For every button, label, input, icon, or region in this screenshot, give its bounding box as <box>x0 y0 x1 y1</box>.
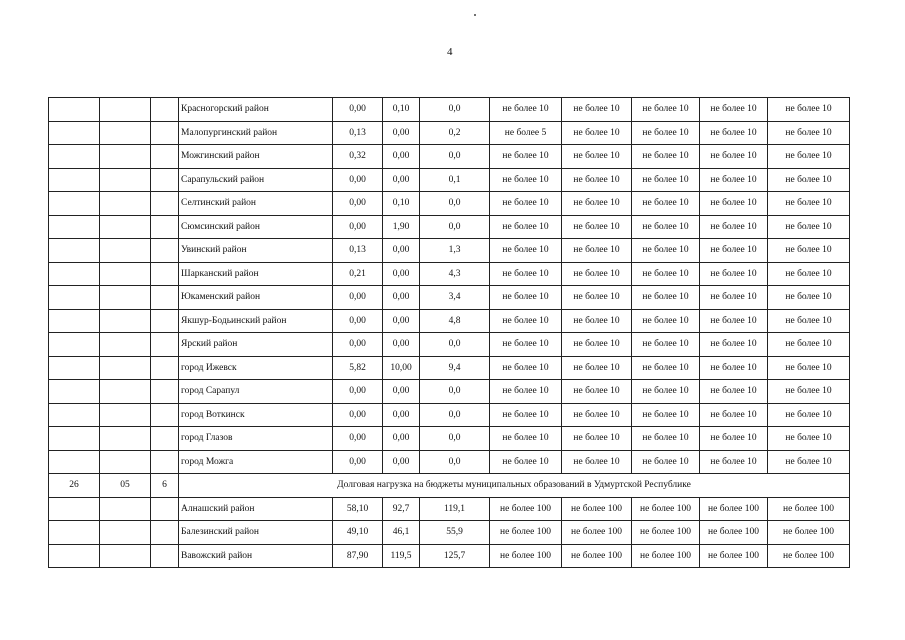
limit-cell: не более 10 <box>632 145 700 169</box>
table-row <box>49 544 850 568</box>
debt-load-table <box>48 97 850 568</box>
page-number: 4 <box>447 46 453 58</box>
limit-cell: не более 10 <box>632 356 700 380</box>
limit-cell: не более 10 <box>562 98 632 122</box>
limit-cell: не более 10 <box>562 403 632 427</box>
code-cell-empty <box>151 192 179 216</box>
limit-cell: не более 100 <box>768 521 850 545</box>
code-cell-empty <box>151 450 179 474</box>
limit-cell: не более 10 <box>632 215 700 239</box>
limit-cell: не более 10 <box>700 215 768 239</box>
code-cell-empty <box>49 145 100 169</box>
code-cell-empty <box>100 239 151 263</box>
table-row <box>49 192 850 216</box>
code-cell-empty <box>151 333 179 357</box>
limit-cell: не более 10 <box>490 262 562 286</box>
code-cell-empty <box>151 262 179 286</box>
municipality-name: Селтинский район <box>179 192 333 216</box>
table-body-top <box>49 98 850 474</box>
code-cell-empty <box>49 215 100 239</box>
code-cell-empty <box>100 262 151 286</box>
limit-cell: не более 10 <box>562 121 632 145</box>
value-cell: 10,00 <box>383 356 420 380</box>
code-cell-empty <box>49 333 100 357</box>
code-cell-empty <box>49 380 100 404</box>
limit-cell: не более 10 <box>768 333 850 357</box>
code-cell-empty <box>49 427 100 451</box>
limit-cell: не более 10 <box>768 239 850 263</box>
value-cell: 0,00 <box>383 333 420 357</box>
limit-cell: не более 100 <box>768 497 850 521</box>
limit-cell: не более 10 <box>632 168 700 192</box>
limit-cell: не более 10 <box>490 145 562 169</box>
limit-cell: не более 10 <box>562 286 632 310</box>
municipality-name: Балезинский район <box>179 521 333 545</box>
limit-cell: не более 10 <box>490 356 562 380</box>
code-cell-empty <box>100 333 151 357</box>
value-cell: 0,00 <box>383 450 420 474</box>
limit-cell: не более 100 <box>632 521 700 545</box>
value-cell: 0,00 <box>383 121 420 145</box>
code-cell-empty <box>100 356 151 380</box>
limit-cell: не более 10 <box>768 356 850 380</box>
limit-cell: не более 10 <box>700 98 768 122</box>
value-cell: 0,00 <box>383 262 420 286</box>
code-cell-empty <box>100 286 151 310</box>
value-cell: 4,8 <box>420 309 490 333</box>
value-cell: 119,1 <box>420 497 490 521</box>
code-cell-empty <box>151 544 179 568</box>
value-cell: 0,1 <box>420 168 490 192</box>
value-cell: 0,10 <box>383 192 420 216</box>
table-row <box>49 215 850 239</box>
municipality-name: город Можга <box>179 450 333 474</box>
code-cell-empty <box>151 168 179 192</box>
limit-cell: не более 10 <box>700 403 768 427</box>
value-cell: 0,00 <box>333 215 383 239</box>
value-cell: 0,00 <box>383 145 420 169</box>
limit-cell: не более 10 <box>768 192 850 216</box>
limit-cell: не более 10 <box>562 309 632 333</box>
limit-cell: не более 10 <box>490 286 562 310</box>
code-cell-empty <box>151 121 179 145</box>
value-cell: 0,0 <box>420 192 490 216</box>
limit-cell: не более 10 <box>562 380 632 404</box>
limit-cell: не более 10 <box>490 215 562 239</box>
limit-cell: не более 100 <box>490 544 562 568</box>
table-row <box>49 497 850 521</box>
limit-cell: не более 100 <box>490 497 562 521</box>
limit-cell: не более 100 <box>700 497 768 521</box>
value-cell: 46,1 <box>383 521 420 545</box>
municipality-name: Можгинский район <box>179 145 333 169</box>
value-cell: 0,00 <box>333 168 383 192</box>
code-cell-empty <box>151 497 179 521</box>
code-cell-empty <box>151 145 179 169</box>
code-cell-empty <box>100 380 151 404</box>
limit-cell: не более 10 <box>562 333 632 357</box>
code-cell-empty <box>100 192 151 216</box>
limit-cell: не более 10 <box>700 145 768 169</box>
limit-cell: не более 10 <box>768 403 850 427</box>
value-cell: 0,0 <box>420 145 490 169</box>
table-row <box>49 380 850 404</box>
limit-cell: не более 10 <box>490 168 562 192</box>
limit-cell: не более 100 <box>632 497 700 521</box>
limit-cell: не более 10 <box>700 168 768 192</box>
table-row <box>49 145 850 169</box>
value-cell: 0,00 <box>333 333 383 357</box>
value-cell: 0,2 <box>420 121 490 145</box>
value-cell: 0,00 <box>383 380 420 404</box>
table-row <box>49 262 850 286</box>
limit-cell: не более 10 <box>700 262 768 286</box>
section-header <box>49 474 850 498</box>
value-cell: 92,7 <box>383 497 420 521</box>
limit-cell: не более 10 <box>490 380 562 404</box>
value-cell: 1,3 <box>420 239 490 263</box>
limit-cell: не более 10 <box>490 403 562 427</box>
code-cell-empty <box>49 450 100 474</box>
limit-cell: не более 10 <box>490 309 562 333</box>
code-cell-empty <box>100 403 151 427</box>
code-cell-empty <box>49 192 100 216</box>
municipality-name: Малопургинский район <box>179 121 333 145</box>
limit-cell: не более 10 <box>562 215 632 239</box>
limit-cell: не более 10 <box>700 427 768 451</box>
limit-cell: не более 10 <box>768 168 850 192</box>
table-row <box>49 168 850 192</box>
value-cell: 0,0 <box>420 427 490 451</box>
code-cell-empty <box>151 427 179 451</box>
limit-cell: не более 10 <box>632 98 700 122</box>
municipality-name: Сюмсинский район <box>179 215 333 239</box>
code-cell-empty <box>151 380 179 404</box>
limit-cell: не более 10 <box>632 121 700 145</box>
code-cell-empty <box>100 427 151 451</box>
code-cell-empty <box>100 497 151 521</box>
limit-cell: не более 10 <box>490 333 562 357</box>
limit-cell: не более 10 <box>562 356 632 380</box>
code-cell-empty <box>151 98 179 122</box>
municipality-name: город Глазов <box>179 427 333 451</box>
limit-cell: не более 10 <box>768 427 850 451</box>
table-row <box>49 450 850 474</box>
section-code-1: 26 <box>49 474 100 498</box>
municipality-name: Шарканский район <box>179 262 333 286</box>
municipality-name: Якшур-Бодьинский район <box>179 309 333 333</box>
scan-speck <box>474 14 476 16</box>
value-cell: 0,00 <box>383 239 420 263</box>
limit-cell: не более 10 <box>632 333 700 357</box>
value-cell: 9,4 <box>420 356 490 380</box>
code-cell-empty <box>100 145 151 169</box>
code-cell-empty <box>100 121 151 145</box>
section-code-2: 05 <box>100 474 151 498</box>
limit-cell: не более 100 <box>632 544 700 568</box>
code-cell-empty <box>151 239 179 263</box>
municipality-name: Ярский район <box>179 333 333 357</box>
limit-cell: не более 10 <box>632 286 700 310</box>
section-code-3: 6 <box>151 474 179 498</box>
value-cell: 49,10 <box>333 521 383 545</box>
municipality-name: город Воткинск <box>179 403 333 427</box>
code-cell-empty <box>49 356 100 380</box>
value-cell: 3,4 <box>420 286 490 310</box>
table-row <box>49 121 850 145</box>
value-cell: 0,0 <box>420 403 490 427</box>
limit-cell: не более 10 <box>562 168 632 192</box>
value-cell: 87,90 <box>333 544 383 568</box>
limit-cell: не более 10 <box>768 145 850 169</box>
limit-cell: не более 10 <box>562 192 632 216</box>
code-cell-empty <box>49 544 100 568</box>
limit-cell: не более 10 <box>632 427 700 451</box>
code-cell-empty <box>49 497 100 521</box>
limit-cell: не более 10 <box>768 262 850 286</box>
limit-cell: не более 10 <box>700 356 768 380</box>
limit-cell: не более 10 <box>632 403 700 427</box>
limit-cell: не более 10 <box>490 427 562 451</box>
limit-cell: не более 10 <box>632 192 700 216</box>
limit-cell: не более 100 <box>562 544 632 568</box>
value-cell: 55,9 <box>420 521 490 545</box>
limit-cell: не более 10 <box>700 121 768 145</box>
limit-cell: не более 5 <box>490 121 562 145</box>
value-cell: 0,00 <box>333 380 383 404</box>
code-cell-empty <box>100 309 151 333</box>
code-cell-empty <box>49 403 100 427</box>
limit-cell: не более 10 <box>768 309 850 333</box>
limit-cell: не более 10 <box>632 239 700 263</box>
code-cell-empty <box>49 168 100 192</box>
value-cell: 0,00 <box>333 192 383 216</box>
value-cell: 0,0 <box>420 380 490 404</box>
value-cell: 0,0 <box>420 333 490 357</box>
table-row <box>49 98 850 122</box>
table-row <box>49 333 850 357</box>
value-cell: 0,13 <box>333 121 383 145</box>
value-cell: 0,00 <box>383 309 420 333</box>
table-row <box>49 427 850 451</box>
limit-cell: не более 10 <box>768 215 850 239</box>
limit-cell: не более 10 <box>490 239 562 263</box>
limit-cell: не более 10 <box>700 239 768 263</box>
value-cell: 0,10 <box>383 98 420 122</box>
limit-cell: не более 10 <box>700 286 768 310</box>
limit-cell: не более 100 <box>562 497 632 521</box>
limit-cell: не более 10 <box>700 380 768 404</box>
limit-cell: не более 10 <box>562 145 632 169</box>
limit-cell: не более 100 <box>700 544 768 568</box>
limit-cell: не более 10 <box>632 262 700 286</box>
limit-cell: не более 10 <box>562 450 632 474</box>
limit-cell: не более 10 <box>632 380 700 404</box>
limit-cell: не более 10 <box>490 192 562 216</box>
value-cell: 4,3 <box>420 262 490 286</box>
code-cell-empty <box>151 403 179 427</box>
limit-cell: не более 10 <box>490 450 562 474</box>
code-cell-empty <box>151 215 179 239</box>
code-cell-empty <box>151 356 179 380</box>
limit-cell: не более 10 <box>562 427 632 451</box>
municipality-name: город Сарапул <box>179 380 333 404</box>
code-cell-empty <box>100 450 151 474</box>
value-cell: 125,7 <box>420 544 490 568</box>
value-cell: 0,21 <box>333 262 383 286</box>
value-cell: 119,5 <box>383 544 420 568</box>
value-cell: 0,00 <box>333 309 383 333</box>
value-cell: 0,00 <box>383 427 420 451</box>
value-cell: 5,82 <box>333 356 383 380</box>
value-cell: 0,00 <box>383 286 420 310</box>
municipality-name: Увинский район <box>179 239 333 263</box>
code-cell-empty <box>100 98 151 122</box>
value-cell: 0,00 <box>333 427 383 451</box>
limit-cell: не более 10 <box>632 309 700 333</box>
code-cell-empty <box>49 98 100 122</box>
table-row <box>49 403 850 427</box>
table-row <box>49 286 850 310</box>
value-cell: 58,10 <box>333 497 383 521</box>
limit-cell: не более 10 <box>700 192 768 216</box>
limit-cell: не более 10 <box>562 262 632 286</box>
value-cell: 0,0 <box>420 215 490 239</box>
code-cell-empty <box>49 521 100 545</box>
value-cell: 0,32 <box>333 145 383 169</box>
limit-cell: не более 10 <box>632 450 700 474</box>
municipality-name: Сарапульский район <box>179 168 333 192</box>
value-cell: 0,00 <box>383 168 420 192</box>
municipality-name: Юкаменский район <box>179 286 333 310</box>
code-cell-empty <box>100 521 151 545</box>
value-cell: 0,00 <box>333 450 383 474</box>
limit-cell: не более 10 <box>768 98 850 122</box>
limit-cell: не более 10 <box>768 121 850 145</box>
section-row <box>49 474 850 498</box>
table-row <box>49 239 850 263</box>
value-cell: 0,0 <box>420 450 490 474</box>
code-cell-empty <box>100 168 151 192</box>
code-cell-empty <box>49 286 100 310</box>
limit-cell: не более 10 <box>700 309 768 333</box>
limit-cell: не более 100 <box>562 521 632 545</box>
limit-cell: не более 10 <box>700 333 768 357</box>
value-cell: 0,0 <box>420 98 490 122</box>
value-cell: 0,00 <box>333 98 383 122</box>
municipality-name: Вавожский район <box>179 544 333 568</box>
limit-cell: не более 100 <box>768 544 850 568</box>
code-cell-empty <box>49 309 100 333</box>
limit-cell: не более 10 <box>768 380 850 404</box>
section-title: Долговая нагрузка на бюджеты муниципальных образований в Удмуртской Республике <box>179 474 850 498</box>
limit-cell: не более 10 <box>768 286 850 310</box>
code-cell-empty <box>49 121 100 145</box>
table-row <box>49 309 850 333</box>
municipality-name: Алнашский район <box>179 497 333 521</box>
code-cell-empty <box>151 309 179 333</box>
value-cell: 0,00 <box>383 403 420 427</box>
code-cell-empty <box>49 239 100 263</box>
code-cell-empty <box>100 215 151 239</box>
municipality-name: город Ижевск <box>179 356 333 380</box>
code-cell-empty <box>49 262 100 286</box>
value-cell: 0,00 <box>333 403 383 427</box>
limit-cell: не более 100 <box>490 521 562 545</box>
table-row <box>49 521 850 545</box>
municipality-name: Красногорский район <box>179 98 333 122</box>
value-cell: 1,90 <box>383 215 420 239</box>
table-body-bottom <box>49 497 850 568</box>
value-cell: 0,00 <box>333 286 383 310</box>
limit-cell: не более 10 <box>768 450 850 474</box>
code-cell-empty <box>151 521 179 545</box>
code-cell-empty <box>100 544 151 568</box>
value-cell: 0,13 <box>333 239 383 263</box>
limit-cell: не более 10 <box>700 450 768 474</box>
limit-cell: не более 10 <box>490 98 562 122</box>
table-row <box>49 356 850 380</box>
limit-cell: не более 10 <box>562 239 632 263</box>
limit-cell: не более 100 <box>700 521 768 545</box>
code-cell-empty <box>151 286 179 310</box>
